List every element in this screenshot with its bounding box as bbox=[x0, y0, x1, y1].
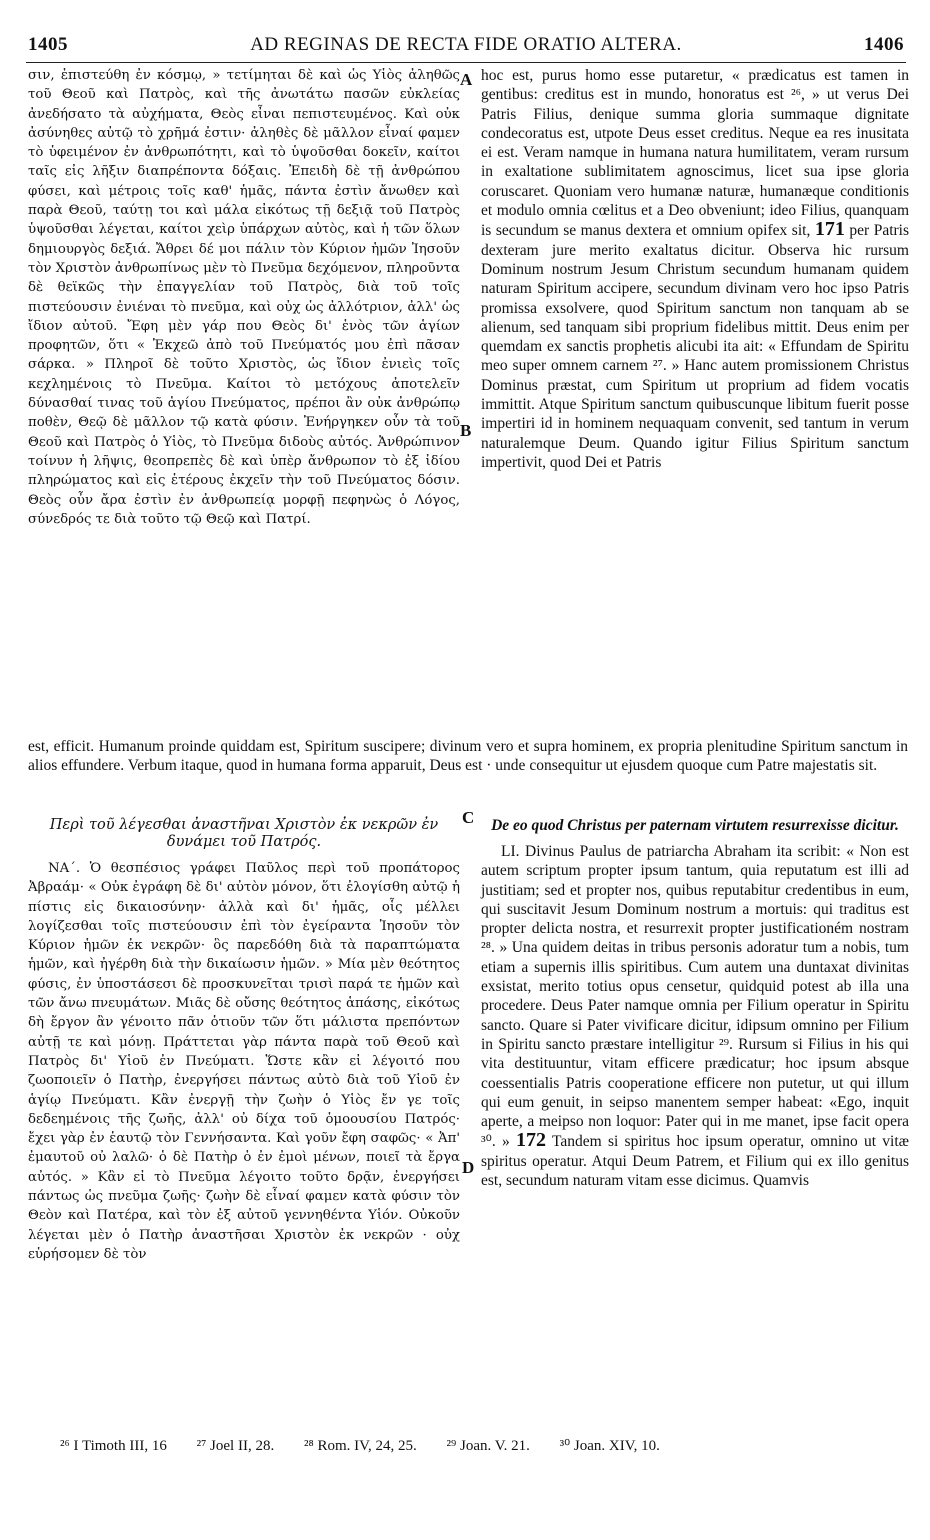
margin-marker-d: D bbox=[462, 1158, 475, 1177]
migne-page-mark-172: 172 bbox=[516, 1129, 547, 1152]
margin-marker-c: C bbox=[462, 808, 475, 827]
latin-text-top-a: hoc est, purus homo esse putaretur, « prædicatus est tamen in gentibus: creditus est in mundo, honoratus est ²⁶, » ut verus Dei Patris Filius, denique summa gloria summaque dignitate condecoratus est, utpote Deus esset creditus. Neque ea res inusitata ei est. Veram namque in humana natura humilitatem, veram rursum in exaltatione sublimitatem agnoscimus, licet sua ipse gloria coruscaret. Quoniam vero humanæ naturæ, humanæque conditionis et modulo omnia cœlitus et a Deo obveniunt; ideo Filius, quanquam is secundum se manus dextera et omnium opifex sit, bbox=[481, 67, 909, 240]
footnote: ²⁹ Joan. V. 21. bbox=[446, 1438, 530, 1454]
running-header bbox=[28, 34, 904, 58]
latin-column-top bbox=[481, 66, 909, 472]
greek-paragraph-bottom: ΝΑ΄. Ὁ θεσπέσιος γράφει Παῦλος περὶ τοῦ προπάτορος Ἀβραάμ· « Οὐκ ἐγράφη δὲ δι' αὐτὸν μόνον, ὅτι ἐλογίσθη αὐτῷ ἡ πίστις εἰς δικαιοσύνην· ἀλλὰ καὶ δι' ἡμᾶς, οἷς μέλλει λογίζεσθαι τοῖς πιστεύουσιν ἐπὶ τὸν ἐγείραντα Ἰησοῦν τὸν Κύριον ἡμῶν ἐκ νεκρῶν· ὃς παρεδόθη διὰ τὰ παραπτώματα ἡμῶν, καὶ ἠγέρθη διὰ τὴν δικαίωσιν ἡμῶν. » Μία μὲν θεότητος φύσις, ἐν ὑποστάσεσι δὲ προσκυνεῖται τρισὶ παρά τε ἡμῶν καὶ τῶν ἄνω πνευμάτων. Μιᾶς δὲ οὔσης θεότητος ἁπάσης, εἰκότως δὴ ἔργον ἂν γένοιτο πᾶν ὁτιοῦν τῶν ὅτι μάλιστα πρεπόντων αὐτῇ τε καὶ μόνῃ. Πράττεται γὰρ πάντα παρὰ τοῦ Θεοῦ καὶ Πατρὸς δι' Υἱοῦ ἐν Πνεύματι. Ὥστε κἂν εἰ λέγοιτό που ζωοποιεῖν ὁ Πατὴρ, ἐνεργήσει πάντως αὐτὸ διὰ τοῦ Υἱοῦ ἐν ἁγίῳ Πνεύματι. Κἂν ἐνεργῇ τὴν ζωὴν ὁ Υἱὸς ἔν γε τοῖς δεδεημένοις τῆς ζωῆς, ἀλλ' οὐ δίχα τοῦ ὁμοουσίου Πατρός· ἔχει γὰρ ἐν ἑαυτῷ τὸν Γεννήσαντα. Καὶ γοῦν ἔφη σαφῶς· « Ἀπ' ἐμαυτοῦ οὐ λαλῶ· ὁ δὲ Πατὴρ ὁ ἐν ἐμοὶ μένων, ποιεῖ τὰ ἔργα αὐτός. » Κἂν εἰ τὸ Πνεῦμα λέγοιτο τοῦτο δρᾷν, ἐνεργήσει πάντως ὡς πνεῦμα ζωῆς· ζωὴν δὲ εἶναί φαμεν κατὰ φύσιν τὸν Θεὸν καὶ Πατέρα, καὶ τὸν ἐξ αὐτοῦ γεννηθέντα Υἱόν. Οὐκοῦν λέγεται μὲν ὁ Πατὴρ ἀναστῆσαι Χριστὸν ἐκ νεκρῶν · οὐχ εὑρήσομεν δὲ τὸν bbox=[28, 861, 460, 1262]
header-rule bbox=[26, 62, 906, 63]
section-heading-greek: Περὶ τοῦ λέγεσθαι ἀναστῆναι Χριστὸν ἐκ νεκρῶν ἐν δυνάμει τοῦ Πατρός. bbox=[49, 817, 439, 850]
latin-full-width-line bbox=[28, 737, 908, 776]
greek-column-bottom bbox=[28, 817, 460, 1264]
margin-marker-b: B bbox=[460, 421, 472, 440]
footnotes bbox=[60, 1436, 920, 1455]
footnote: ²⁶ I Timoth III, 16 bbox=[60, 1438, 167, 1454]
running-title: AD REGINAS DE RECTA FIDE ORATIO ALTERA. bbox=[250, 34, 682, 55]
latin-paragraph-full: est, efficit. Humanum proinde quiddam est, Spiritum suscipere; divinum vero et supra hominem, ex propria plenitudine Spiritum sanctum in alios effundere. Verbum itaque, quod in humana forma apparuit, Deus est · unde consequitur ut ejusdem quoque cum Patre majestatis sit. bbox=[28, 738, 908, 775]
migne-page-mark-171: 171 bbox=[814, 218, 845, 241]
page-number-right: 1406 bbox=[864, 34, 904, 55]
latin-column-bottom bbox=[481, 817, 909, 1190]
footnote: ²⁷ Joel II, 28. bbox=[196, 1438, 275, 1454]
margin-marker-a: A bbox=[460, 70, 473, 89]
footnote: ²⁸ Rom. IV, 24, 25. bbox=[303, 1438, 417, 1454]
greek-paragraph-top: σιν, ἐπιστεύθη ἐν κόσμῳ, » τετίμηται δὲ καὶ ὡς Υἱὸς ἀληθῶς τοῦ Θεοῦ καὶ Πατρὸς, καὶ τῆς ἀνωτάτω πασῶν εὐκλείας ἀνεδήσατο τὰ αὐχήματα, Θεὸς εἶναι πεπιστευμένος. Καὶ οὐκ ἀσύνηθες αὐτῷ τὸ χρῆμά ἐστιν· ἀληθὲς δὲ μᾶλλον εἶναί φαμεν τὸ ὑφειμένον ἐν ἀνθρωπότητι, καὶ τὸ ὑψοῦσθαι δοκεῖν, καίτοι ταῖς εἰς λῆξιν διαπρέποντα δόξαις. Ἐπειδὴ δὲ τῇ ἀνθρώπου φύσει, καὶ μέτροις τοῖς καθ' ἡμᾶς, πάντα ἐστὶν ἄνωθεν καὶ παρὰ Θεοῦ, ταύτῃ τοι καὶ μάλα εἰκότως τῇ δεξιᾷ τοῦ Πατρὸς ὑψοῦσθαι λέγεται, καίτοι χεὶρ ὑπάρχων αὐτὸς, καὶ ἡ τῶν ὅλων δημιουργὸς δεξιά. Ἄθρει δέ μοι πάλιν τὸν Κύριον ἡμῶν Ἰησοῦν τὸν Χριστὸν ἀνθρωπίνως μὲν τὸ Πνεῦμα δεχόμενον, πληροῦντα δὲ θεϊκῶς τὴν ἐπαγγελίαν τοῦ Πατρὸς, διὰ τοῦ τοῖς πιστεύουσιν ἐνιέναι τὸ πνεῦμα, καὶ οὐχ ὡς ἀλλότριον, ἀλλ' ὡς ἴδιον αὐτοῦ. Ἔφη μὲν γάρ που Θεὸς δι' ἑνὸς τῶν ἁγίων προφητῶν, ὅτι « Ἐκχεῶ ἀπὸ τοῦ Πνεύματός μου ἐπὶ πᾶσαν σάρκα. » Πληροῖ δὲ τοῦτο Χριστὸς, ὡς ἴδιον ἐνιεὶς τοῖς κεχλημένοις τὸ Πνεῦμα. Καίτοι τὸ μετόχους ἀποτελεῖν δύνασθαί τινας τοῦ ἁγίου Πνεύματος, πρέποι ἂν οὐκ ἀνθρώπῳ ποθὲν, Θεῷ δὲ μᾶλλον τῷ κατὰ φύσιν. Ἐνήργηκεν οὖν τὰ τοῦ Θεοῦ καὶ Πατρὸς ὁ Υἱὸς, τὸ Πνεῦμα διδοὺς αὐτός. Ἀνθρώπινον τοίνυν ἡ λῆψις, θεοπρεπὲς δὲ καὶ ὑπὲρ ἄνθρωπον τὸ ἐξ ἰδίου πληρώματος καὶ εἰς ἑτέρους ἐκχεῖν τὴν τοῦ Πνεύματος δόσιν. Θεὸς οὖν ἄρα ἐστὶν ἐν ἀνθρωπείᾳ μορφῇ πεφηνὼς ὁ Λόγος, σύνεδρός τε διὰ τοῦτο τῷ Θεῷ καὶ Πατρί. bbox=[28, 68, 460, 527]
greek-column-top bbox=[28, 66, 460, 529]
section-heading-latin: De eo quod Christus per paternam virtutem resurrexisse dicitur. bbox=[491, 817, 899, 834]
latin-paragraph-top bbox=[481, 66, 909, 472]
latin-paragraph-bottom bbox=[481, 842, 909, 1190]
latin-text-bottom-b: Tandem si spiritus hoc ipsum operatur, omnino ut vitæ spiritus operatur. Atqui Deum Patrem, et Filium qui ex illo genitus est, secundum naturam vitam esse dicimus. Quamvis bbox=[481, 1133, 909, 1190]
latin-text-bottom-a: LI. Divinus Paulus de patriarcha Abraham ita scribit: « Non est autem scriptum propter ipsum tantum, quia reputatum est illi ad justitiam; sed et propter nos, quibus reputabitur credentibus in eum, qui suscitavit Jesum Dominum nostrum a mortuis: qui traditus est propter delicta nostra, et resurrexit propter justificationém nostram ²⁸. » Una quidem deitas in tribus personis adoratur tum a nobis, tum etiam a supernis illis spiritibus. Cum autem una duntaxat divinitas exsistat, merito totius opus censetur, quidquid potest ab illa una procedere. Deus Pater namque omnia per Filium operatur in Spiritu sancto. Quare si Pater vivificare dicitur, idipsum omnino per Filium in Spiritu sancto præstare intelligitur ²⁹. Rursum si Filius in his qui vita destituuntur, vitam efficere prædicatur; hoc ipsum absque coessentialis Patris cooperatione efficere non putetur, ut qui illum qui eum genuit, in seipso manentem semper habeat: «Ego, inquit aperte, a meipso non loquor: Pater qui in me manet, ipse facit opera ³⁰. » bbox=[481, 843, 909, 1151]
footnote: ³⁰ Joan. XIV, 10. bbox=[559, 1438, 660, 1454]
latin-text-top-b: per Patris dexteram jure merito exaltatus dicitur. Observa hic rursum Dominum nostrum Jesum Christum secundum humanam quidem naturam Spiritum accipere, secundum divinam vero hoc ipso Patris promissa exsolvere, quod Spiritum sanctum non tanquam ab se alienum, sed tanquam sibi proprium fidelibus mittit. Deus enim per quemdam ex sanctis prophetis alicubi ita ait: « Effundam de Spiritu meo super omnem carnem ²⁷. » Hanc autem promissionem Christus Dominus præstat, cum Spiritum ut proprium ad fidem vocatis immittit. Atque Spiritum sanctum quibuscunque libitum fuerit posse impertiri id in hominem nequaquam convenit, sed tantum in verum naturalemque Deum. Quando igitur Filius Spiritum sanctum impertivit, quod Dei et Patris bbox=[481, 222, 910, 471]
page-number-left: 1405 bbox=[28, 34, 68, 55]
